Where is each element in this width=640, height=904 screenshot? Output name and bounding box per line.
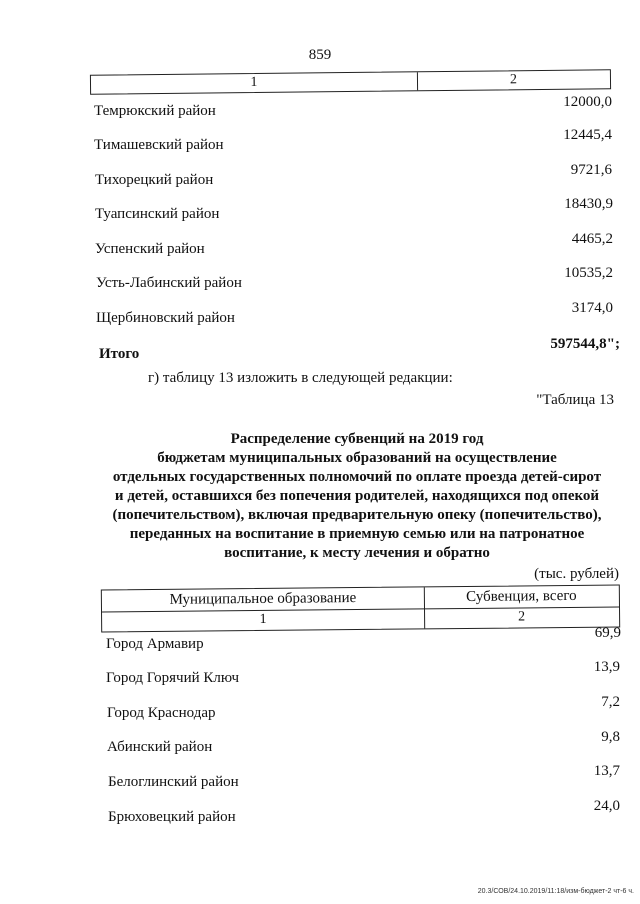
document-footer-stamp: 20.3/СОВ/24.10.2019/11:18/изм-бюджет-2 чт-6 ч. bbox=[477, 888, 634, 895]
table2-title bbox=[0, 430, 640, 563]
table1-total-label: Итого bbox=[99, 346, 140, 362]
table2-row-name: Город Краснодар bbox=[107, 705, 216, 721]
table-label: "Таблица 13 bbox=[536, 392, 614, 408]
table2-col-header-subvention: Субвенция, всего bbox=[466, 587, 577, 605]
table2-row-name: Брюховецкий район bbox=[108, 809, 236, 825]
table2-row-value: 69,9 bbox=[594, 625, 621, 641]
table1-col-1: 1 bbox=[250, 74, 258, 91]
table2-row-name: Абинский район bbox=[107, 739, 213, 755]
table1-header bbox=[90, 69, 611, 94]
table2-row-value: 9,8 bbox=[601, 729, 620, 745]
table1-row-value: 12000,0 bbox=[563, 94, 612, 110]
page-number: 859 bbox=[308, 47, 332, 63]
table1-row-name: Успенский район bbox=[95, 241, 205, 257]
table2-row-name: Город Горячий Ключ bbox=[106, 670, 240, 686]
table1-row-value: 4465,2 bbox=[571, 231, 613, 247]
table2-title-line: Распределение субвенций на 2019 год bbox=[230, 431, 484, 447]
table2-col-number-1: 1 bbox=[259, 611, 267, 627]
units-label: (тыс. рублей) bbox=[534, 566, 619, 582]
table1-row-name: Тимашевский район bbox=[94, 137, 224, 153]
table1-col-2: 2 bbox=[509, 72, 518, 88]
table2-title-line: бюджетам муниципальных образований на осуществление bbox=[157, 450, 557, 466]
table2-row-name: Город Армавир bbox=[106, 636, 204, 652]
table1-row-name: Туапсинский район bbox=[95, 206, 220, 222]
table1-row-value: 12445,4 bbox=[563, 127, 612, 143]
table2-row-value: 24,0 bbox=[593, 798, 620, 814]
table1-row-value: 18430,9 bbox=[564, 196, 613, 212]
table1-row-name: Темрюкский район bbox=[94, 103, 216, 119]
table2-col-number-2: 2 bbox=[518, 609, 526, 625]
table2-row-value: 13,9 bbox=[593, 659, 620, 675]
table2-title-line: воспитание, к месту лечения и обратно bbox=[224, 545, 490, 561]
table2-title-line: и детей, оставшихся без попечения родителей, находящихся под опекой bbox=[114, 488, 600, 504]
table2-header bbox=[101, 585, 620, 633]
amendment-instruction: г) таблицу 13 изложить в следующей редакции: bbox=[148, 370, 453, 386]
table2-row-name: Белоглинский район bbox=[108, 774, 239, 790]
table1-row-value: 3174,0 bbox=[571, 300, 613, 316]
table2-row-value: 7,2 bbox=[601, 694, 620, 710]
table1-total-value: 597544,8"; bbox=[550, 336, 620, 352]
table1-row-value: 9721,6 bbox=[570, 162, 612, 178]
table1-row-value: 10535,2 bbox=[564, 265, 613, 281]
table1-row-name: Щербиновский район bbox=[96, 310, 235, 326]
table1-row-name: Усть-Лабинский район bbox=[96, 275, 242, 291]
table2-col-header-municipality: Муниципальное образование bbox=[169, 590, 357, 608]
table2-title-line: (попечительством), включая предварительную опеку (попечительство), bbox=[112, 507, 602, 523]
table2-title-line: отдельных государственных полномочий по оплате проезда детей-сирот bbox=[112, 469, 602, 485]
table2-row-value: 13,7 bbox=[593, 763, 620, 779]
table1-row-name: Тихорецкий район bbox=[95, 172, 214, 188]
table2-title-line: переданных на воспитание в приемную семью или на патронатное bbox=[129, 526, 585, 542]
